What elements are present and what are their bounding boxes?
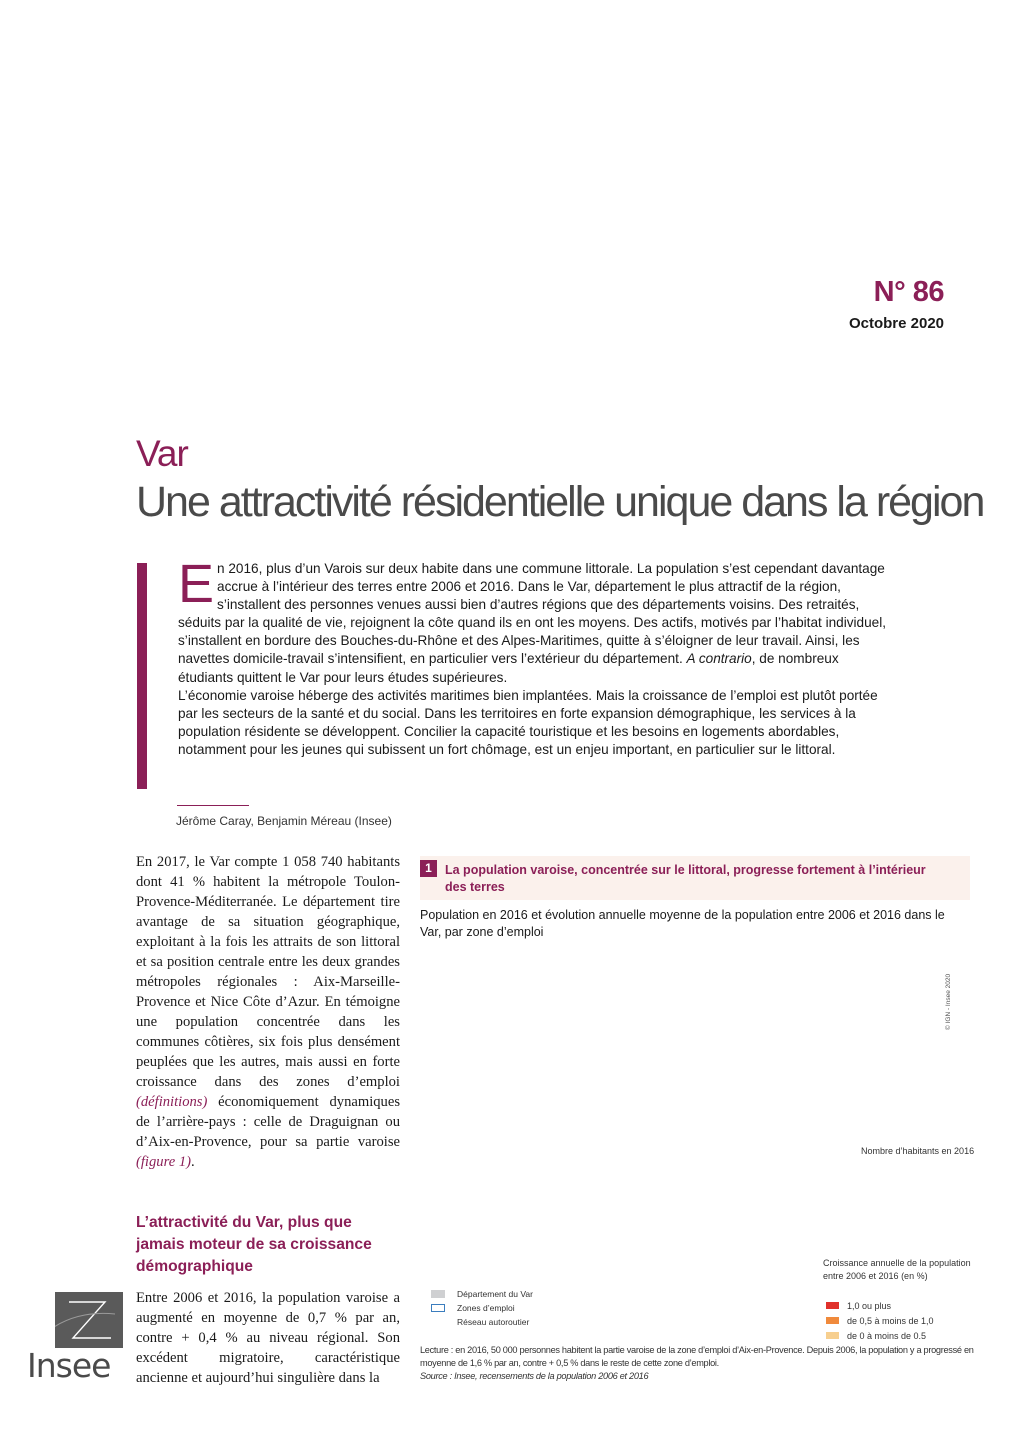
figure-number: 1 xyxy=(420,860,437,877)
issue-date: Octobre 2020 xyxy=(848,315,944,332)
definitions-link[interactable]: (définitions) xyxy=(136,1094,208,1110)
growth-legend-item xyxy=(826,1298,934,1313)
body-text: . xyxy=(190,1154,195,1170)
legend-label: Département du Var xyxy=(457,1289,533,1299)
logo-mark xyxy=(55,1292,123,1348)
body-paragraph-2: Entre 2006 et 2016, la population varoise a augmenté en moyenne de 0,7 % par an, contre + 0,4 % au niveau régional. Son excédent migratoire, caractéristique ancienne et aujourd’hui singulière dans la xyxy=(136,1290,400,1386)
logo-z-icon xyxy=(55,1292,123,1348)
department-swatch xyxy=(431,1290,445,1298)
section-heading: L’attractivité du Var, plus que jamais moteur de sa croissance démographique xyxy=(136,1214,372,1275)
body-text: En 2017, le Var compte 1 058 740 habitants dont 41 % habitent la métropole Toulon-Provence-Méditerranée. Le département tire avantage de sa situation géographique, exploitant à la fois les attraits de son littoral et sa position centrale entre les deux grandes métropoles régionales : Aix-Marseille-Provence et Nice Côte d’Azur. En témoigne une population concentrée dans les communes côtières, six fois plus densément peuplées que les autres, mais aussi en forte croissance dans des zones d’emploi xyxy=(136,854,400,1090)
map-legend-item xyxy=(431,1315,533,1329)
body-paragraph-1 xyxy=(136,852,400,1172)
map-legend xyxy=(431,1287,533,1329)
legend-label: 1,0 ou plus xyxy=(847,1300,892,1311)
insee-logo xyxy=(27,1288,125,1388)
growth-legend xyxy=(826,1298,934,1343)
legend-swatch xyxy=(826,1332,839,1339)
department-name: Var xyxy=(136,433,188,474)
growth-legend-title: Croissance annuelle de la population entre 2006 et 2016 (en %) xyxy=(823,1258,971,1281)
issue-info xyxy=(849,276,944,332)
map-legend-item xyxy=(431,1287,533,1301)
figure-link[interactable]: (figure 1) xyxy=(136,1154,191,1170)
page-title: Une attractivité résidentielle unique dans la région xyxy=(136,478,984,526)
author-rule xyxy=(177,805,249,806)
population-legend: Nombre d’habitants en 2016 xyxy=(861,1146,975,1156)
legend-swatch xyxy=(826,1317,839,1324)
abstract-paragraph-2: L’économie varoise héberge des activités maritimes bien implantées. Mais la croissance de l’emploi est plutôt portée par les secteurs de la santé et du social. Dans les territoires en forte expansion démographique, les services à la population résidente se développent. Concilier la capacité touristique et les besoins en logements abordables, notamment pour les jeunes qui subissent un fort chômage, est un enjeu important, en particulier sur le littoral. xyxy=(178,687,878,757)
abstract-italic: A contrario xyxy=(686,651,752,667)
legend-label: Réseau autoroutier xyxy=(457,1317,530,1327)
legend-label: Zones d’emploi xyxy=(457,1303,515,1313)
road-swatch xyxy=(431,1318,445,1326)
issue-number: N° 86 xyxy=(873,276,944,308)
map-copyright: © IGN - Insee 2020 xyxy=(945,973,952,1030)
legend-label: de 0,5 à moins de 1,0 xyxy=(847,1315,934,1326)
figure-header xyxy=(420,856,970,900)
authors: Jérôme Caray, Benjamin Méreau (Insee) xyxy=(176,814,392,828)
legend-swatch xyxy=(826,1302,839,1309)
map-legend-item xyxy=(431,1301,533,1315)
abstract-bar xyxy=(137,563,147,789)
body-text: économiquement dynamiques de l’arrière-pays : celle de Draguignan ou d’Aix-en-Provence, pour sa partie varoise xyxy=(136,1094,400,1150)
abstract-text-1-end: , de nombreux étudiants quittent le Var pour leurs études supérieures. xyxy=(178,651,839,685)
dropcap: E xyxy=(178,554,215,614)
figure-source: Source : Insee, recensements de la population 2006 et 2016 xyxy=(420,1371,649,1381)
abstract-text-1: n 2016, plus d’un Varois sur deux habite dans une commune littorale. La population s’est cependant davantage accrue à l’intérieur des terres entre 2006 et 2016. Dans le Var, département le plus attractif de la région, s’installent des personnes venues aussi bien d’autres régions que des départements voisins. Des retraités, séduits par la qualité de vie, rejoignent la côte quand ils en ont les moyens. Des actifs, motivés par l’habitat individuel, s’installent en bordure des Bouches-du-Rhône et des Alpes-Maritimes, quitte à s’éloigner de leur travail. Ainsi, les navettes domicile-travail s’intensifient, en particulier vers l’extérieur du département. xyxy=(178,561,887,667)
growth-legend-item xyxy=(826,1313,934,1328)
logo-text: Insee xyxy=(27,1346,111,1385)
figure-subtitle: Population en 2016 et évolution annuelle moyenne de la population entre 2006 et 2016 dans le Var, par zone d’emploi xyxy=(420,908,945,939)
figure-reading-note: Lecture : en 2016, 50 000 personnes habitent la partie varoise de la zone d’emploi d’Aix-en-Provence. Depuis 2006, la population y a progressé en moyenne de 1,6 % par an, contre + 0,5 % dans le reste de cette zone d’emploi. xyxy=(420,1345,974,1368)
figure-title: La population varoise, concentrée sur le littoral, progresse fortement à l’intérieur des terres xyxy=(445,863,926,894)
zone-swatch xyxy=(431,1304,445,1312)
legend-label: de 0 à moins de 0.5 xyxy=(847,1330,927,1341)
abstract-paragraph-1 xyxy=(178,554,890,687)
abstract xyxy=(178,554,890,759)
growth-legend-item xyxy=(826,1328,934,1343)
